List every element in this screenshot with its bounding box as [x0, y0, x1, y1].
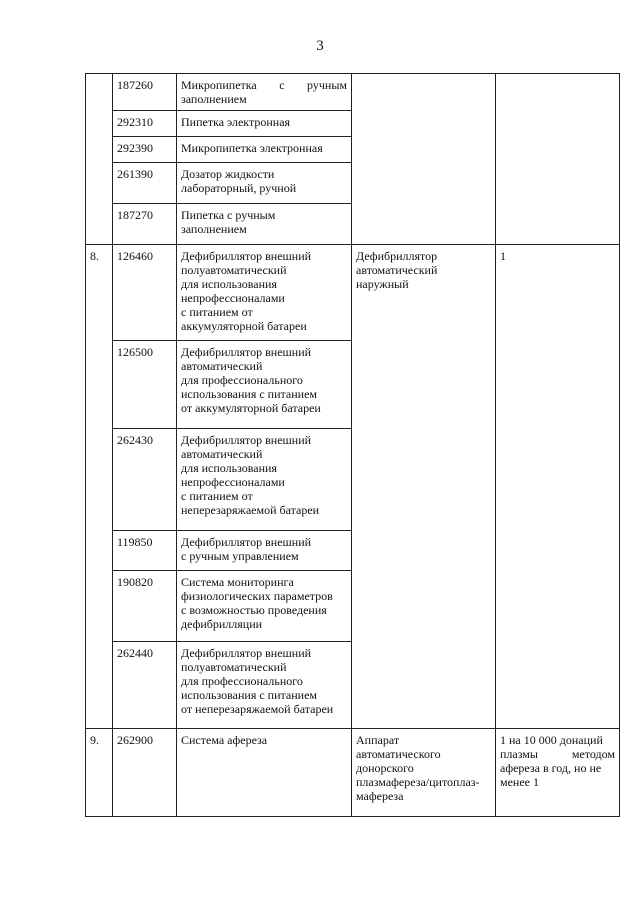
equipment-line: плазмафереза/цитоплаз-: [356, 775, 480, 789]
name-line: с возможностью проведения: [181, 603, 327, 617]
page-number: 3: [316, 38, 324, 54]
equipment-line: автоматический: [356, 263, 438, 277]
name-line: Пипетка с ручным: [181, 208, 276, 222]
name-line: Дефибриллятор внешний: [181, 345, 312, 359]
name-line: Дозатор жидкости: [181, 167, 275, 181]
name-line: Система мониторинга: [181, 575, 294, 589]
equipment-line: Дефибриллятор: [356, 249, 438, 263]
code-cell: 261390: [113, 163, 177, 204]
code-cell: 187270: [113, 204, 177, 245]
name-cell: [177, 137, 352, 163]
code-cell: 190820: [113, 571, 177, 642]
quantity-line: афереза в год, но не: [500, 761, 602, 775]
name-line: использования с питанием: [181, 688, 317, 702]
row-number-cell: [86, 74, 113, 245]
name-cell: [177, 531, 352, 571]
name-cell: [177, 729, 352, 817]
code-cell: 262900: [113, 729, 177, 817]
name-cell: [177, 163, 352, 204]
equipment-line: наружный: [356, 277, 409, 291]
name-line: Микропипетка с ручным: [181, 78, 347, 92]
row-number-cell: 8.: [86, 245, 113, 729]
name-line: Система афереза: [181, 733, 268, 747]
table-row: [86, 245, 620, 341]
name-line: от неперезаряжаемой батареи: [181, 702, 334, 716]
name-line: непрофессионалами: [181, 291, 285, 305]
code-cell: 262430: [113, 429, 177, 531]
name-line: аккумуляторной батареи: [181, 319, 307, 333]
code-cell: 292390: [113, 137, 177, 163]
name-line: использования с питанием: [181, 387, 317, 401]
name-line: с ручным управлением: [181, 549, 299, 563]
name-line: непрофессионалами: [181, 475, 285, 489]
quantity-line: менее 1: [500, 775, 539, 789]
name-line: Микропипетка электронная: [181, 141, 323, 155]
name-line: заполнением: [181, 222, 247, 236]
name-line: неперезаряжаемой батареи: [181, 503, 320, 517]
equipment-cell: [352, 245, 496, 729]
name-line: с питанием от: [181, 305, 253, 319]
name-line: Дефибриллятор внешний: [181, 433, 312, 447]
name-cell: [177, 571, 352, 642]
row-number-cell: 9.: [86, 729, 113, 817]
name-line: для использования: [181, 277, 277, 291]
code-cell: 187260: [113, 74, 177, 111]
quantity-cell: [496, 245, 620, 729]
code-cell: 126460: [113, 245, 177, 341]
name-cell: [177, 642, 352, 729]
name-line: с питанием от: [181, 489, 253, 503]
name-line: для профессионального: [181, 674, 303, 688]
name-line: физиологических параметров: [181, 589, 333, 603]
equipment-line: автоматического: [356, 747, 441, 761]
name-line: Пипетка электронная: [181, 115, 291, 129]
equipment-table: [85, 73, 620, 817]
name-line: автоматический: [181, 359, 263, 373]
name-cell: [177, 245, 352, 341]
quantity-line: 1 на 10 000 донаций: [500, 733, 603, 747]
quantity-line: 1: [500, 249, 506, 263]
table-row: [86, 729, 620, 817]
name-cell: [177, 429, 352, 531]
name-line: лабораторный, ручной: [181, 181, 297, 195]
name-line: от аккумуляторной батареи: [181, 401, 321, 415]
quantity-cell: [496, 74, 620, 245]
name-cell: [177, 341, 352, 429]
table-row: [86, 74, 620, 111]
name-cell: [177, 204, 352, 245]
equipment-line: Аппарат: [356, 733, 400, 747]
quantity-cell: [496, 729, 620, 817]
code-cell: 126500: [113, 341, 177, 429]
name-cell: [177, 74, 352, 111]
name-line: дефибрилляции: [181, 617, 263, 631]
equipment-line: мафереза: [356, 789, 404, 803]
name-line: заполнением: [181, 92, 247, 106]
name-cell: [177, 111, 352, 137]
code-cell: 262440: [113, 642, 177, 729]
code-cell: 119850: [113, 531, 177, 571]
quantity-line: плазмы методом: [500, 747, 615, 761]
name-line: Дефибриллятор внешний: [181, 535, 312, 549]
name-line: для профессионального: [181, 373, 303, 387]
equipment-cell: [352, 729, 496, 817]
name-line: автоматический: [181, 447, 263, 461]
name-line: Дефибриллятор внешний: [181, 646, 312, 660]
equipment-line: донорского: [356, 761, 414, 775]
name-line: полуавтоматический: [181, 660, 287, 674]
name-line: для использования: [181, 461, 277, 475]
name-line: полуавтоматический: [181, 263, 287, 277]
code-cell: 292310: [113, 111, 177, 137]
name-line: Дефибриллятор внешний: [181, 249, 312, 263]
equipment-cell: [352, 74, 496, 245]
